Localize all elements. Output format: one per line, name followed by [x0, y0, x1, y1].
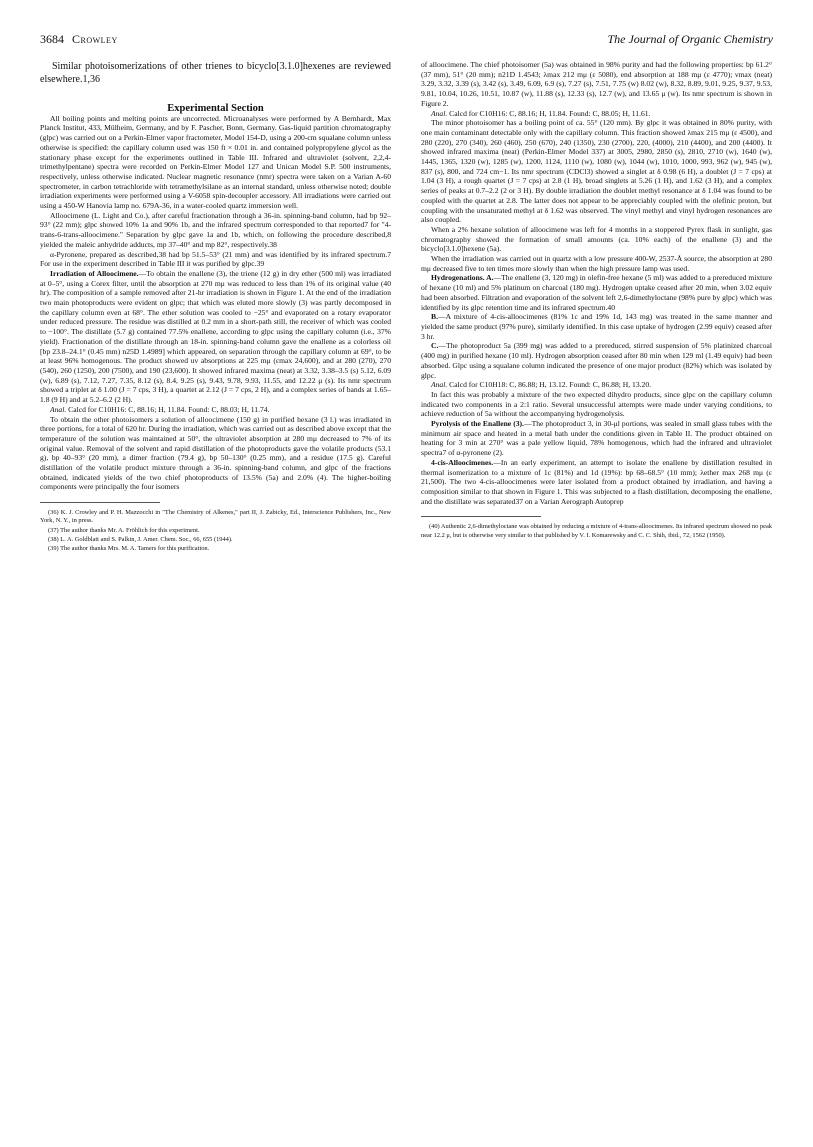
- header-left: [40, 32, 118, 47]
- run-in-heading: C.: [431, 341, 439, 351]
- journal-name: The Journal of Organic Chemistry: [607, 32, 773, 46]
- left-column: [40, 60, 391, 1130]
- run-in-heading: Irradiation of Alloocimene.: [50, 268, 139, 278]
- paragraph: To obtain the other photoisomers a solution of alloocimene (150 g) in purified hexane (3 l.) was irradiated in three portions, for a total of 620 hr. During the irradiation, which was carried out as described above except that the temperature of the solution was maintained at 50°, the ultraviolet absorption at 280 mμ decreased to 7% of its original value. Removal of the solvent and rapid distillation of the photoproducts gave the volatile products (53.1 g), bp 40–93° (20 mm), a dimer fraction (79.4 g), bp 50–130° (0.25 mm), and a residue (17.5 g). Careful distillation of the volatile product mixture through a 36-in. spinning-band column, and glpc of the fractions obtained, indicated yields of the two chief photoproducts of 13.5% (5a) and 2.0% (4). The higher-boiling components were principally the four isomers: [40, 414, 391, 492]
- running-header: [40, 32, 773, 48]
- paragraph: Alloocimene (L. Light and Co.), after careful fractionation through a 36-in. spinning-band column, had bp 92–93° (22 mm); glpc showed 10% 1a and 90% 1b, and the infrared spectrum corresponded to that reported7 for "4-trans-6-trans-alloocimene." Separation by glpc gave 1a and 1b, which, on following the procedure described,8 yielded the maleic anhydride adducts, mp 37–40° and mp 82°, respectively.38: [40, 210, 391, 249]
- page-number: 3684: [40, 32, 64, 46]
- paragraph: [421, 273, 772, 312]
- paragraph: of alloocimene. The chief photoisomer (5a) was obtained in 98% purity and had the following properties: bp 61.2° (37 mm), 51° (20 mm); n21D 1.4543; λmax 212 mμ (ε 5080), end absorption at 188 mμ (ε 4770); νmax (neat) 3.29, 3.32, 3.39 (s), 3.42 (s), 3.49, 6.09, 6.9 (s), 7.27 (s), 7.51, 7.75 (w) 8.02 (w), 8.32, 8.89, 9.01, 9.25, 9.37, 9.53, 9.81, 10.04, 10.26, 10.51, 10.87 (w), 11.88 (s), 12.33 (s), 12.7 (w), and 13.65 μ (w). Its nmr spectrum is shown in Figure 2.: [421, 60, 772, 108]
- run-in-heading: Pyrolysis of the Enallene (3).: [431, 419, 524, 429]
- footnote: (38) L. A. Goldblatt and S. Palkin, J. Amer. Chem. Soc., 66, 655 (1944).: [48, 535, 233, 543]
- run-in-heading: B.: [431, 312, 438, 322]
- footnote: (36) K. J. Crowley and P. H. Mazzocchi in "The Chemistry of Alkenes," part II, J. Zabicky, Ed., Interscience Publishers, Inc., New York, N. Y., in press.: [40, 509, 391, 525]
- analysis-line: [421, 109, 772, 119]
- analysis-text: Calcd for C10H16: C, 88.16; H, 11.84. Found: C, 88.03; H, 11.74.: [68, 404, 270, 414]
- analysis-text: Calcd for C10H16: C, 88.16; H, 11.84. Found: C, 88.05; H, 11.61.: [449, 108, 651, 118]
- run-in-heading: 4-cis-Alloocimenes.: [431, 457, 494, 467]
- run-in-heading: Hydrogenations. A.: [431, 273, 494, 283]
- footnote-rule: [40, 502, 160, 503]
- analysis-text: Calcd for C10H18: C, 86.88; H, 13.12. Found: C, 86.88; H, 13.20.: [449, 380, 652, 390]
- analysis-line: [40, 405, 391, 415]
- paragraph: The minor photoisomer has a boiling point of ca. 55° (120 mm). By glpc it was obtained in 80% purity, with one main contaminant detectable only with the capillary column. This fraction showed λmax 215 mμ (ε 4500), and 280 (220), 270 (340), 260 (460), 250 (670), 240 (1350), 230 (2700), 220, (4000), 210 (4400), and 200 (4400). It showed infrared maxima (neat) (Perkin-Elmer Model 337) at 3005, 2980, 2850 (s), 2810, 2710 (w), 1640 (w), 1445, 1365, 1320 (w), 1285 (w), 1200, 1124, 1110 (w), 1080 (w), 1044 (w), 1010, 1000, 993, 962 (w), 945 (w), 837 (s), 800, and 724 cm−1. Its nmr spectrum (CDCl3) showed a singlet at δ 0.98 (6 H), a doublet (J = 7 cps) at 1.04 (3 H), a rough quartet (J = 7 cps) at 2.8 (1 H), broad singlets at 5.26 (1 H), and 1.62 (3 H), and a complex series of peaks at 0.7–2.2 (2 or 3 H). By double irradiation the doublet methyl resonance at δ 1.04 was found to be coupled with the quartet at 2.8. The latter does not appear to be appreciably coupled with the olefinic proton, but coupling with the unsaturated methyl at δ 1.62 was observed. The vinyl methyl and vinyl hydrogen resonances are also coupled.: [421, 118, 772, 225]
- paragraph: [40, 269, 391, 405]
- analysis-label: Anal.: [431, 380, 448, 390]
- analysis-label: Anal.: [50, 404, 67, 414]
- paragraph: [421, 419, 772, 458]
- footnote: (39) The author thanks Mrs. M. A. Tamers for this purification.: [48, 544, 210, 552]
- footnote: (40) Authentic 2,6-dimethyloctane was obtained by reducing a mixture of 4-trans-alloocimenes. Its infrared spectrum showed no peak near 12.2 μ, but is otherwise very similar to that published by V. I. Komarewsky and C. C. Shih, ibid., 72, 1562 (1950).: [421, 523, 772, 539]
- paragraph-text: —A mixture of 4-cis-alloocimenes (81% 1c and 19% 1d, 143 mg) was treated in the same manner and yielded the same product (97% pure), similarly identified. In this case uptake of hydrogen (2.99 equiv) ceased after 3 hr.: [421, 312, 772, 341]
- right-column: [421, 60, 772, 1130]
- paragraph-text: —The enallene (3, 120 mg) in olefin-free hexane (5 ml) was added to a prereduced mixture of hexane (10 ml) and 5% platinum on charcoal (180 mg). Hydrogen uptake ceased after 20 min, when 3.02 equiv had been absorbed. Filtration and evaporation of the solvent left 2,6-dimethyloctane (98% pure by glpc) which was identified by its glpc retention time and its infrared spectrum.40: [421, 273, 772, 312]
- paragraph: When a 2% hexane solution of alloocimene was left for 4 months in a stoppered Pyrex flask in sunlight, gas chromatography showed the formation of small amounts (ca. 10% each) of the enallene (3) and the bicyclo[3.1.0]hexene (5a).: [421, 224, 772, 254]
- paragraph: In fact this was probably a mixture of the two expected dihydro products, since glpc on the capillary column indicated two components in a 2:1 ratio. Several unsuccessful attempts were made under varying conditions, to achieve reduction of 5a without the accompanying hydrogenolysis.: [421, 389, 772, 419]
- lead-paragraph: Similar photoisomerizations of other trienes to bicyclo[3.1.0]hexenes are reviewed elsewhere.1,36: [40, 61, 391, 85]
- paragraph: [421, 341, 772, 380]
- paragraph: α-Pyronene, prepared as described,38 had bp 51.5–53° (21 mm) and was identified by its infrared spectrum.7 For use in the experiment described in Table III it was purified by glpc.39: [40, 249, 391, 269]
- footnote: (37) The author thanks Mr. A. Fröhlich for this experiment.: [48, 526, 200, 534]
- author-name: Crowley: [72, 32, 118, 46]
- paragraph: All boiling points and melting points are uncorrected. Microanalyses were performed by A Bernhardt, Max Planck Institut, 433, Mülheim, Germany, and by F. Pascher, Bonn, Germany. Gas-liquid partition chromatography (glpc) was carried out on a Perkin-Elmer vapor fractometer, Model 154-D, using a 200-cm squalane column unless otherwise is specified: the capillary column used was 150 ft × 0.01 in. and contained polypropylene glycol as the stationary phase except for the experiments outlined in Table III. Infrared and ultraviolet (solvent, 2,2,4-trimethylpentane) spectra were recorded on Perkin-Elmer Model 127 and Unican Model S.P. 500 instruments, respectively, unless otherwise indicated. Nuclear magnetic resonance (nmr) spectra were taken on a Varian A-60 spectrometer, in carbon tetrachloride with tetramethylsilane as an internal standard, unless otherwise noted; double irradiation experiments were performed using a V-6058 spin-decoupler accessory. All irradiations were carried out using a 450-W Hanovia lamp no. 679A-36, in a water-cooled quartz immersion well.: [40, 113, 391, 211]
- section-title: Experimental Section: [167, 103, 264, 114]
- paragraph: [421, 312, 772, 341]
- paragraph-text: —In an early experiment, an attempt to isolate the enallene by distillation resulted in thermal isomerization to a mixture of 1c (81%) and 1d (19%): bp 68–68.5° (10 mm); λether max 268 mμ (ε 21,500). The two 4-cis-alloocimenes were later isolated from a product obtained by irradiation, and having a composition similar to that shown in Figure 1. This was subjected to a flash distillation, decomposing the enallene, and the distillate was separated37 on a Varian Aerograph Autoprep: [421, 457, 772, 506]
- paragraph: [421, 458, 772, 507]
- paragraph: When the irradiation was carried out in quartz with a low pressure 400-W, 2537-Å source, the absorption at 280 mμ decreased five to ten times more slowly than when the high pressure lamp was used.: [421, 254, 772, 273]
- footnote-rule: [421, 516, 541, 517]
- paragraph-text: —The photoproduct 5a (399 mg) was added to a prereduced, stirred suspension of 5% platinized charcoal (400 mg) in purified hexane (10 ml). Hydrogen absorption ceased after 80 min when 129 ml (1.49 equiv) had been absorbed. Glpc using a squalane column indicated the presence of one major product (82%) which was isolated by glpc.: [421, 341, 772, 380]
- paragraph-text: —To obtain the enallene (3), the triene (12 g) in dry ether (500 ml) was irradiated at 0–5°, using a Corex filter, until the absorption at 270 mμ was reduced to less than 1% of its original value (40 hr). The composition of a sample removed after 21-hr irradiation is shown in Figure 1. At the end of the irradiation two main photoproducts were evident on glpc; that which was eluted more slowly (3) was partly decomposed in the capillary column even at 68°. The ether solution was cooled to −25° and evaporated on a rotary evaporator under reduced pressure. The residue was distilled at 0.2 mm in a short-path still, the receiver of which was cooled to −100°. The distillate (5.7 g) contained 77.5% enallene, according to glpc using the capillary column (i.e., 37% yield). Fractionation of the distillate through an 18-in. spinning-band column gave the enallene as a colorless oil [bp 23.8–24.1° (0.45 mm) n25D 1.4989] which appeared, on separation through the capillary column at 69°, to be at least 96% homogenous. The product showed uv absorptions at 225 mμ (εmax 24,600), and at 280 (270), 270 (540), 260 (1250), 200 (7500), and 190 (23,600). It showed infrared maxima (neat) at 3.32, 3.38–3.5 (s) 5.12, 6.09 (w), 6.89 (s), 7.12, 7.27, 7.35, 8.12 (s), 8.4, 9.25 (s), 9.43, 9.78, 9.93, 11.55, and 12.22 μ (s). Its nmr spectrum showed a triplet at δ 1.00 (J = 7 cps, 3 H), a quartet at 2.12 (J = 7 cps, 2 H), and a complex series of bands at 1.65–1.8 (9 H) and at 5.2–6.2 (2 H).: [40, 268, 391, 405]
- analysis-label: Anal.: [431, 108, 448, 118]
- paragraph-text: —The photoproduct 3, in 30-μl portions, was sealed in small glass tubes with the minimum air space and heated in a metal bath under the conditions given in Table II. The product obtained on heating for 3 min at 270° was a pale yellow liquid, 78% homogenous, which had the infrared and ultraviolet spectra7 of α-pyronene (2).: [421, 419, 772, 458]
- analysis-line: [421, 380, 772, 390]
